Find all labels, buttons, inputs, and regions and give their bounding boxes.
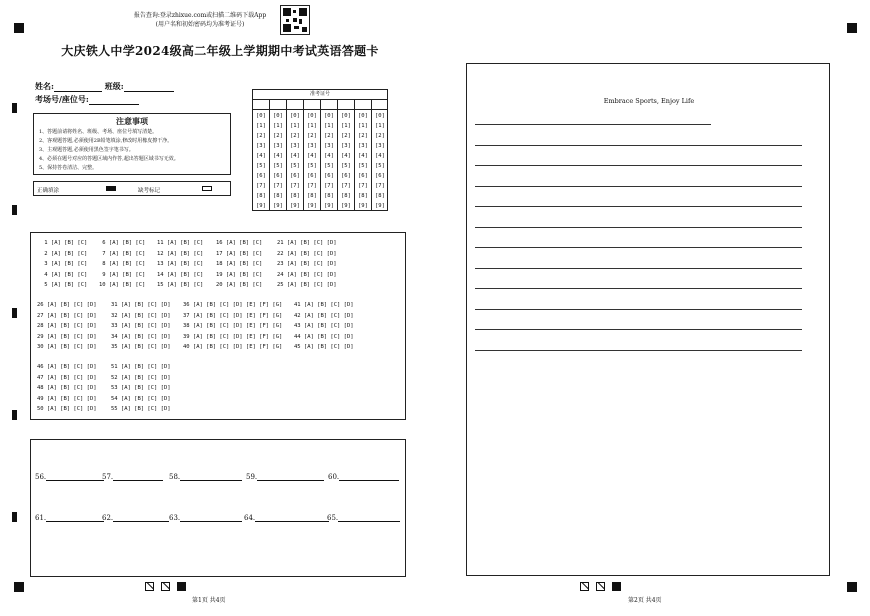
exam-digit-bubble[interactable]: [2]: [358, 133, 368, 139]
answer-bubble-row[interactable]: 9 [A] [B] [C]: [99, 271, 146, 278]
blank-answer-line[interactable]: [339, 474, 399, 481]
exam-digit-bubble[interactable]: [7]: [324, 183, 334, 189]
blank-answer-line[interactable]: [255, 515, 329, 522]
exam-digit-bubble[interactable]: [3]: [375, 143, 385, 149]
answer-bubble-row[interactable]: 35 [A] [B] [C] [D]: [111, 344, 171, 350]
notice-item: 3、主观题答题,必须使用黑色签字笔书写。: [39, 147, 134, 153]
fill-in-blanks-box: [30, 439, 406, 577]
exam-digit-bubble[interactable]: [1]: [341, 123, 351, 129]
exam-digit-bubble[interactable]: [0]: [290, 113, 300, 119]
answer-bubble-row[interactable]: 17 [A] [B] [C]: [216, 250, 263, 257]
essay-line[interactable]: [475, 145, 802, 146]
fill-blank-item: [246, 473, 324, 481]
exam-digit-bubble[interactable]: [5]: [256, 163, 266, 169]
name-label: 姓名:: [35, 81, 54, 91]
exam-digit-bubble[interactable]: [0]: [256, 113, 266, 119]
exam-digit-bubble[interactable]: [5]: [290, 163, 300, 169]
exam-digit-bubble[interactable]: [2]: [307, 133, 317, 139]
answer-bubble-row[interactable]: 27 [A] [B] [C] [D]: [37, 312, 97, 319]
exam-digit-bubble[interactable]: [1]: [290, 123, 300, 129]
answer-bubble-row[interactable]: 44 [A] [B] [C] [D]: [294, 333, 354, 340]
exam-digit-bubble[interactable]: [1]: [273, 123, 283, 129]
exam-number-entry-row[interactable]: [253, 100, 387, 110]
exam-digit-bubble[interactable]: [4]: [324, 153, 334, 159]
answer-bubble-row[interactable]: 3 [A] [B] [C]: [41, 261, 88, 267]
answer-bubble-row[interactable]: 7 [A] [B] [C]: [99, 250, 146, 257]
exam-digit-bubble[interactable]: [9]: [341, 203, 351, 209]
footer-square: [596, 582, 605, 591]
registration-mark: [12, 103, 17, 113]
exam-digit-bubble[interactable]: [3]: [307, 143, 317, 149]
exam-digit-bubble[interactable]: [3]: [324, 143, 334, 149]
answer-bubble-row[interactable]: 10 [A] [B] [C]: [99, 282, 146, 288]
exam-digit-bubble[interactable]: [8]: [307, 193, 317, 199]
exam-digit-bubble[interactable]: [9]: [324, 203, 334, 209]
blank-number: 65.: [327, 514, 339, 522]
fill-blank-item: [169, 514, 242, 522]
exam-digit-bubble[interactable]: [9]: [290, 203, 300, 209]
exam-digit-bubble[interactable]: [3]: [341, 143, 351, 149]
blank-number: 63.: [169, 514, 181, 522]
answer-bubble-row[interactable]: 16 [A] [B] [C]: [216, 240, 263, 246]
exam-digit-bubble[interactable]: [7]: [341, 183, 351, 189]
blank-number: 64.: [244, 514, 256, 522]
blank-number: 60.: [328, 473, 340, 481]
exam-digit-bubble[interactable]: [5]: [358, 163, 368, 169]
answer-bubble-row[interactable]: 23 [A] [B] [C] [D]: [277, 261, 337, 267]
blank-answer-line[interactable]: [338, 515, 400, 522]
blank-number: 59.: [246, 473, 258, 481]
exam-digit-bubble[interactable]: [2]: [256, 133, 266, 139]
essay-line[interactable]: [475, 247, 802, 248]
exam-digit-bubble[interactable]: [4]: [341, 153, 351, 159]
exam-number-grid: [252, 89, 388, 211]
room-seat-row: [35, 94, 139, 105]
exam-digit-bubble[interactable]: [2]: [324, 133, 334, 139]
answer-bubble-row[interactable]: 8 [A] [B] [C]: [99, 261, 146, 267]
footer-square: [612, 582, 621, 591]
exam-digit-bubble[interactable]: [6]: [324, 173, 334, 179]
answer-bubble-row[interactable]: 15 [A] [B] [C]: [157, 282, 204, 288]
essay-line[interactable]: [475, 288, 802, 289]
notice-item: 1、答题前请将姓名、班级、考场、座位号填写清楚。: [39, 129, 158, 135]
exam-digit-bubble[interactable]: [7]: [307, 183, 317, 189]
essay-line[interactable]: [475, 350, 802, 351]
exam-digit-bubble[interactable]: [6]: [358, 173, 368, 179]
exam-digit-bubble[interactable]: [9]: [375, 203, 385, 209]
answer-bubble-row[interactable]: 31 [A] [B] [C] [D]: [111, 302, 171, 308]
room-seat-label: 考场号/座位号:: [35, 94, 89, 104]
exam-digit-bubble[interactable]: [0]: [307, 113, 317, 119]
exam-digit-bubble[interactable]: [0]: [358, 113, 368, 119]
answer-bubble-row[interactable]: 36 [A] [B] [C] [D] [E] [F] [G]: [183, 302, 283, 308]
exam-digit-bubble[interactable]: [6]: [375, 173, 385, 179]
page1-label: 第1页 共4页: [192, 597, 226, 604]
answer-bubble-row[interactable]: 30 [A] [B] [C] [D]: [37, 344, 97, 350]
answer-bubble-row[interactable]: 33 [A] [B] [C] [D]: [111, 323, 171, 329]
answer-bubble-row[interactable]: 26 [A] [B] [C] [D]: [37, 302, 97, 308]
answer-bubble-row[interactable]: 42 [A] [B] [C] [D]: [294, 312, 354, 319]
registration-mark: [847, 582, 857, 592]
exam-digit-bubble[interactable]: [5]: [375, 163, 385, 169]
exam-digit-bubble[interactable]: [0]: [341, 113, 351, 119]
essay-line[interactable]: [475, 329, 802, 330]
fill-blank-item: [102, 514, 169, 522]
answer-bubble-row[interactable]: 39 [A] [B] [C] [D] [E] [F] [G]: [183, 333, 283, 340]
exam-digit-bubble[interactable]: [2]: [375, 133, 385, 139]
blank-number: 57.: [102, 473, 114, 481]
exam-digit-bubble[interactable]: [5]: [324, 163, 334, 169]
essay-box: [466, 63, 830, 576]
fill-blank-item: [169, 473, 242, 481]
blank-answer-line[interactable]: [257, 474, 324, 481]
registration-mark: [14, 582, 24, 592]
filled-bubble-icon: [106, 186, 116, 191]
answer-bubble-row[interactable]: 34 [A] [B] [C] [D]: [111, 333, 171, 340]
exam-digit-bubble[interactable]: [6]: [307, 173, 317, 179]
registration-mark: [12, 308, 17, 318]
exam-digit-bubble[interactable]: [1]: [256, 123, 266, 129]
page-title: 大庆铁人中学2024级高二年级上学期期中考试英语答题卡: [61, 44, 379, 58]
blank-answer-line[interactable]: [180, 515, 242, 522]
answer-bubble-row[interactable]: 41 [A] [B] [C] [D]: [294, 302, 354, 308]
page2-label: 第2页 共4页: [628, 597, 662, 604]
answer-bubble-row[interactable]: 1 [A] [B] [C]: [41, 240, 88, 246]
report-query-line1: 报告查询:登录zhixue.com或扫描二维码下载App: [133, 12, 267, 19]
name-field[interactable]: [54, 84, 102, 92]
exam-digit-bubble[interactable]: [0]: [273, 113, 283, 119]
blank-number: 58.: [169, 473, 181, 481]
notice-item: 4、必须在题号对应的答题区域内作答,超出答题区域书写无效。: [39, 156, 179, 162]
qr-code-icon: [280, 5, 310, 35]
blank-answer-line[interactable]: [113, 515, 169, 522]
exam-digit-bubble[interactable]: [8]: [324, 193, 334, 199]
exam-digit-bubble[interactable]: [7]: [358, 183, 368, 189]
essay-line[interactable]: [475, 227, 802, 228]
footer-square: [177, 582, 186, 591]
room-seat-field[interactable]: [89, 97, 139, 105]
notice-item: 2、客观题答题,必须使用2B铅笔填涂,修改时用橡皮擦干净。: [39, 138, 173, 144]
registration-mark: [12, 205, 17, 215]
answer-bubble-row[interactable]: 6 [A] [B] [C]: [99, 240, 146, 246]
answer-bubble-row[interactable]: 28 [A] [B] [C] [D]: [37, 323, 97, 329]
exam-digit-bubble[interactable]: [3]: [273, 143, 283, 149]
exam-digit-bubble[interactable]: [3]: [290, 143, 300, 149]
answer-bubble-row[interactable]: 4 [A] [B] [C]: [41, 271, 88, 278]
fill-blank-item: [328, 473, 399, 481]
blank-number: 62.: [102, 514, 114, 522]
answer-bubble-row[interactable]: 52 [A] [B] [C] [D]: [111, 374, 171, 381]
exam-digit-bubble[interactable]: [8]: [341, 193, 351, 199]
answer-bubble-row[interactable]: 2 [A] [B] [C]: [41, 250, 88, 257]
answer-bubble-row[interactable]: 22 [A] [B] [C] [D]: [277, 250, 337, 257]
exam-digit-bubble[interactable]: [7]: [273, 183, 283, 189]
answer-bubble-row[interactable]: 55 [A] [B] [C] [D]: [111, 406, 171, 412]
exam-digit-bubble[interactable]: [2]: [290, 133, 300, 139]
exam-digit-bubble[interactable]: [7]: [375, 183, 385, 189]
exam-digit-bubble[interactable]: [8]: [290, 193, 300, 199]
answer-bubble-row[interactable]: 38 [A] [B] [C] [D] [E] [F] [G]: [183, 323, 283, 329]
exam-digit-bubble[interactable]: [6]: [273, 173, 283, 179]
fill-blank-item: [244, 514, 329, 522]
answer-bubble-row[interactable]: 40 [A] [B] [C] [D] [E] [F] [G]: [183, 344, 283, 350]
answer-bubble-row[interactable]: 18 [A] [B] [C]: [216, 261, 263, 267]
exam-digit-bubble[interactable]: [8]: [256, 193, 266, 199]
exam-number-label: 准考证号: [253, 90, 387, 100]
absent-mark-label: 缺考标记: [138, 188, 161, 194]
essay-line[interactable]: [475, 268, 802, 269]
fill-blank-item: [102, 473, 163, 481]
exam-digit-bubble[interactable]: [5]: [273, 163, 283, 169]
exam-digit-bubble[interactable]: [4]: [375, 153, 385, 159]
answer-bubble-row[interactable]: 24 [A] [B] [C] [D]: [277, 271, 337, 278]
notice-box: [33, 113, 231, 175]
answer-bubble-row[interactable]: 20 [A] [B] [C]: [216, 282, 263, 288]
answer-bubble-row[interactable]: 51 [A] [B] [C] [D]: [111, 364, 171, 370]
exam-digit-bubble[interactable]: [4]: [358, 153, 368, 159]
notice-item: 5、保持答卷清洁、完整。: [39, 165, 98, 171]
exam-digit-bubble[interactable]: [9]: [358, 203, 368, 209]
report-query-note: [100, 11, 300, 29]
answer-bubble-row[interactable]: 5 [A] [B] [C]: [41, 282, 88, 288]
footer-square: [580, 582, 589, 591]
answer-bubble-row[interactable]: 53 [A] [B] [C] [D]: [111, 385, 171, 391]
exam-digit-bubble[interactable]: [1]: [375, 123, 385, 129]
report-query-line2: (用户名和初始密码均为准考证号): [155, 21, 245, 28]
answer-bubble-row[interactable]: 47 [A] [B] [C] [D]: [37, 374, 97, 381]
footer-square: [145, 582, 154, 591]
blank-answer-line[interactable]: [180, 474, 242, 481]
fill-legend: [33, 181, 231, 196]
exam-digit-bubble[interactable]: [3]: [256, 143, 266, 149]
notice-title: 注意事项: [116, 116, 148, 126]
blank-answer-line[interactable]: [46, 474, 104, 481]
blank-number: 56.: [35, 473, 47, 481]
answer-bubble-row[interactable]: 37 [A] [B] [C] [D] [E] [F] [G]: [183, 312, 283, 319]
answer-bubble-row[interactable]: 43 [A] [B] [C] [D]: [294, 323, 354, 329]
exam-digit-bubble[interactable]: [8]: [358, 193, 368, 199]
essay-line[interactable]: [475, 165, 802, 166]
answer-bubble-row[interactable]: 25 [A] [B] [C] [D]: [277, 282, 337, 288]
class-label: 班级:: [104, 81, 124, 91]
exam-digit-bubble[interactable]: [9]: [256, 203, 266, 209]
absent-checkbox[interactable]: [202, 186, 212, 191]
exam-digit-bubble[interactable]: [9]: [273, 203, 283, 209]
exam-digit-bubble[interactable]: [4]: [307, 153, 317, 159]
fill-blank-item: [35, 514, 104, 522]
fill-blank-item: [35, 473, 104, 481]
exam-digit-bubble[interactable]: [4]: [273, 153, 283, 159]
exam-digit-bubble[interactable]: [1]: [358, 123, 368, 129]
answer-bubble-row[interactable]: 21 [A] [B] [C] [D]: [277, 240, 337, 246]
exam-digit-bubble[interactable]: [5]: [341, 163, 351, 169]
exam-digit-bubble[interactable]: [6]: [341, 173, 351, 179]
exam-digit-bubble[interactable]: [6]: [256, 173, 266, 179]
answer-bubble-row[interactable]: 49 [A] [B] [C] [D]: [37, 395, 97, 402]
essay-line[interactable]: [475, 206, 802, 207]
exam-digit-bubble[interactable]: [7]: [290, 183, 300, 189]
exam-digit-bubble[interactable]: [3]: [358, 143, 368, 149]
correct-fill-label: 正确填涂: [37, 188, 60, 194]
exam-digit-bubble[interactable]: [1]: [307, 123, 317, 129]
class-field[interactable]: [124, 84, 174, 92]
exam-digit-bubble[interactable]: [1]: [324, 123, 334, 129]
footer-square: [161, 582, 170, 591]
answer-bubble-row[interactable]: 50 [A] [B] [C] [D]: [37, 406, 97, 412]
exam-digit-bubble[interactable]: [9]: [307, 203, 317, 209]
answer-bubble-row[interactable]: 46 [A] [B] [C] [D]: [37, 364, 97, 370]
answer-bubble-row[interactable]: 45 [A] [B] [C] [D]: [294, 344, 354, 350]
registration-mark: [14, 23, 24, 33]
registration-mark: [12, 410, 17, 420]
answer-bubble-row[interactable]: 12 [A] [B] [C]: [157, 250, 204, 257]
answer-bubble-row[interactable]: 19 [A] [B] [C]: [216, 271, 263, 278]
essay-line[interactable]: [475, 309, 802, 310]
answer-bubble-row[interactable]: 48 [A] [B] [C] [D]: [37, 385, 97, 391]
exam-digit-bubble[interactable]: [6]: [290, 173, 300, 179]
exam-digit-bubble[interactable]: [8]: [375, 193, 385, 199]
exam-digit-bubble[interactable]: [4]: [256, 153, 266, 159]
blank-answer-line[interactable]: [113, 474, 163, 481]
answer-bubble-row[interactable]: 32 [A] [B] [C] [D]: [111, 312, 171, 319]
exam-digit-bubble[interactable]: [8]: [273, 193, 283, 199]
exam-digit-bubble[interactable]: [7]: [256, 183, 266, 189]
answer-bubble-row[interactable]: 13 [A] [B] [C]: [157, 261, 204, 267]
answer-bubble-row[interactable]: 54 [A] [B] [C] [D]: [111, 395, 171, 402]
fill-blank-item: [327, 514, 400, 522]
name-class-row: [35, 81, 174, 92]
exam-digit-bubble[interactable]: [2]: [273, 133, 283, 139]
essay-title: Embrace Sports, Enjoy Life: [603, 97, 695, 105]
exam-digit-bubble[interactable]: [2]: [341, 133, 351, 139]
objective-answers-box: [30, 232, 406, 420]
registration-mark: [12, 512, 17, 522]
blank-answer-line[interactable]: [46, 515, 104, 522]
registration-mark: [847, 23, 857, 33]
blank-number: 61.: [35, 514, 47, 522]
essay-line[interactable]: [475, 186, 802, 187]
answer-bubble-row[interactable]: 11 [A] [B] [C]: [157, 240, 204, 246]
exam-digit-bubble[interactable]: [0]: [324, 113, 334, 119]
exam-digit-bubble[interactable]: [4]: [290, 153, 300, 159]
essay-line[interactable]: [475, 124, 711, 125]
exam-digit-bubble[interactable]: [0]: [375, 113, 385, 119]
answer-bubble-row[interactable]: 14 [A] [B] [C]: [157, 271, 204, 278]
answer-bubble-row[interactable]: 29 [A] [B] [C] [D]: [37, 333, 97, 340]
exam-digit-bubble[interactable]: [5]: [307, 163, 317, 169]
